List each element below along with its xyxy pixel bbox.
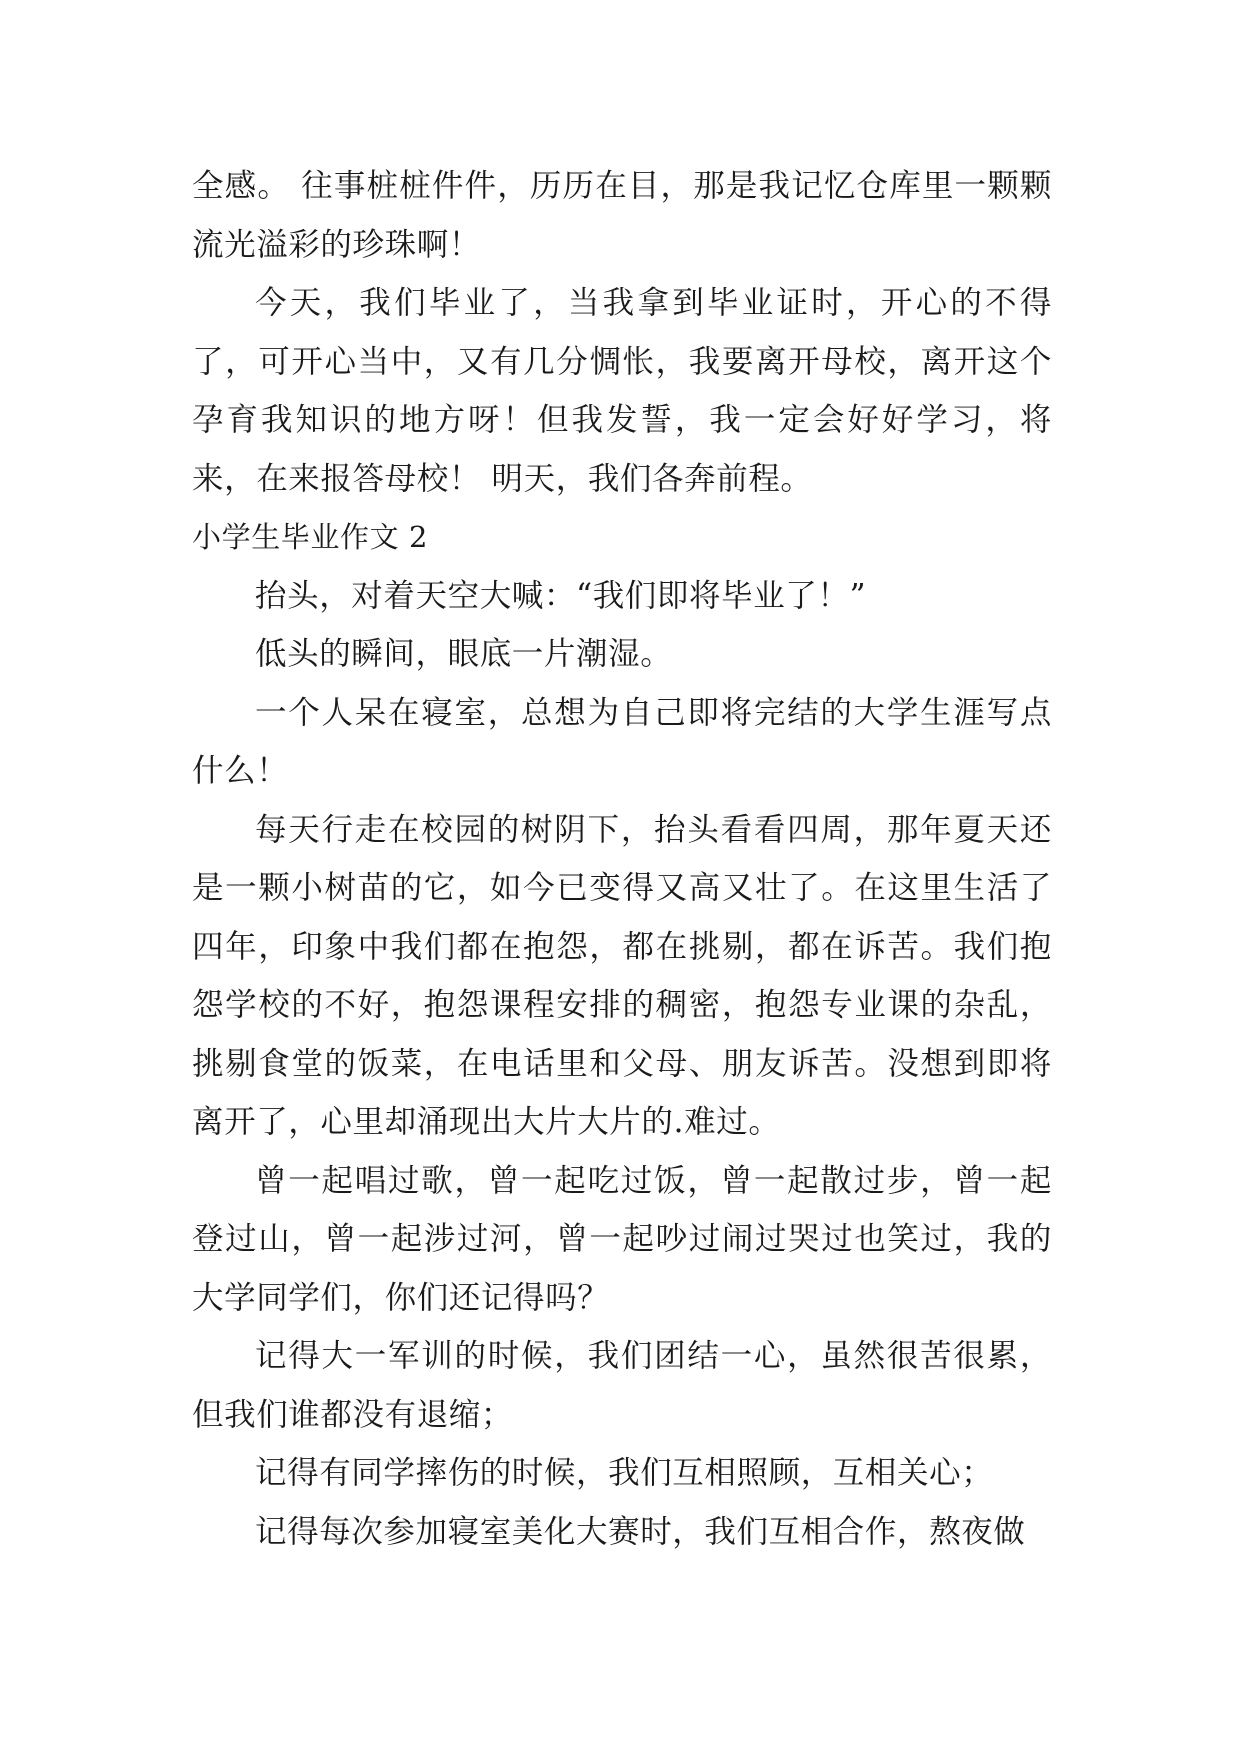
paragraph: 每天行走在校园的树阴下，抬头看看四周，那年夏天还是一颗小树苗的它，如今已变得又高又壮了。在这里生活了四年，印象中我们都在抱怨，都在挑剔，都在诉苦。我们抱怨学校的不好，抱怨课程安排的稠密，抱怨专业课的杂乱，挑剔食堂的饭菜，在电话里和父母、朋友诉苦。没想到即将离开了，心里却涌现出大片大片的.难过。 [192, 811, 1052, 1140]
paragraph: 记得大一军训的时候，我们团结一心，虽然很苦很累，但我们谁都没有退缩； [192, 1338, 1052, 1433]
section-heading: 小学生毕业作文 2 [192, 520, 429, 554]
paragraph: 低头的瞬间，眼底一片潮湿。 [255, 636, 673, 672]
paragraph: 记得有同学摔伤的时候，我们互相照顾，互相关心； [255, 1455, 994, 1491]
document-body [192, 157, 1052, 1561]
paragraph: 曾一起唱过歌，曾一起吃过饭，曾一起散过步，曾一起登过山，曾一起涉过河，曾一起吵过闹过哭过也笑过，我的大学同学们，你们还记得吗？ [192, 1162, 1052, 1316]
paragraph: 抬头，对着天空大喊：“我们即将毕业了！” [255, 577, 867, 614]
paragraph: 今天，我们毕业了，当我拿到毕业证时，开心的不得了，可开心当中，又有几分惆怅，我要离开母校，离开这个孕育我知识的地方呀！但我发誓，我一定会好好学习，将来，在来报答母校！ 明天，我们各奔前程。 [192, 285, 1052, 497]
paragraph: 一个人呆在寝室，总想为自己即将完结的大学生涯写点什么！ [192, 694, 1052, 789]
paragraph: 记得每次参加寝室美化大赛时，我们互相合作，熬夜做 [255, 1513, 1026, 1550]
paragraph: 全感。 往事桩桩件件，历历在目，那是我记忆仓库里一颗颗流光溢彩的珍珠啊！ [192, 168, 1052, 263]
